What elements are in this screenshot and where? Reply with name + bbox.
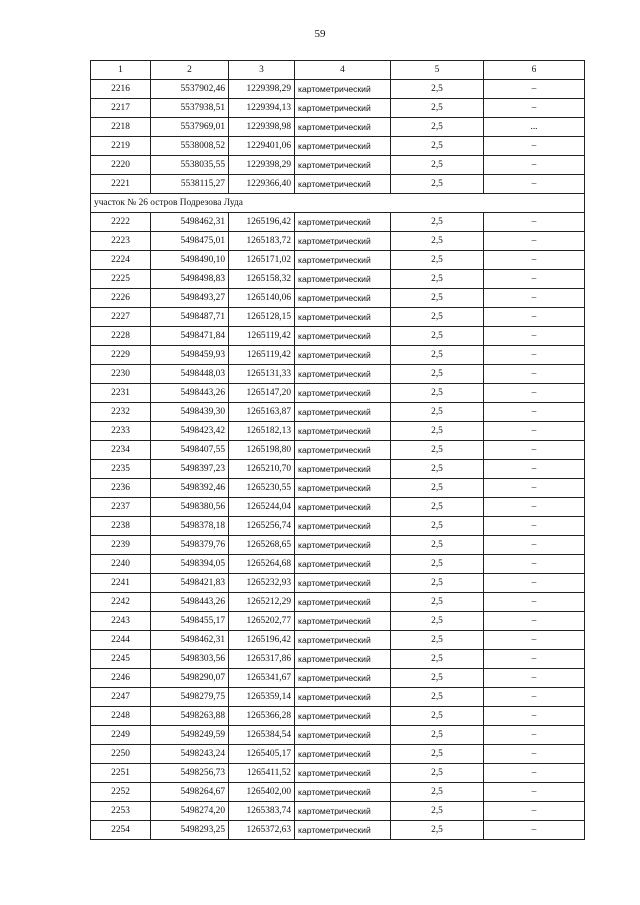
method-cell: картометрический bbox=[295, 669, 391, 688]
header-cell-2: 2 bbox=[151, 61, 229, 80]
coord-y: 1265405,17 bbox=[229, 745, 295, 764]
point-number: 2243 bbox=[91, 612, 151, 631]
point-number: 2254 bbox=[91, 821, 151, 840]
note-cell: – bbox=[484, 631, 585, 650]
coord-y: 1265359,14 bbox=[229, 688, 295, 707]
accuracy-cell: 2,5 bbox=[391, 745, 484, 764]
method-cell: картометрический bbox=[295, 422, 391, 441]
coord-y: 1229394,13 bbox=[229, 99, 295, 118]
method-cell: картометрический bbox=[295, 80, 391, 99]
point-number: 2226 bbox=[91, 289, 151, 308]
coord-x: 5498455,17 bbox=[151, 612, 229, 631]
note-cell: – bbox=[484, 479, 585, 498]
table-row bbox=[91, 650, 585, 669]
method-cell: картометрический bbox=[295, 707, 391, 726]
point-number: 2238 bbox=[91, 517, 151, 536]
accuracy-cell: 2,5 bbox=[391, 327, 484, 346]
note-cell: – bbox=[484, 821, 585, 840]
point-number: 2235 bbox=[91, 460, 151, 479]
header-cell-4: 4 bbox=[295, 61, 391, 80]
coord-y: 1265384,54 bbox=[229, 726, 295, 745]
table-row bbox=[91, 764, 585, 783]
accuracy-cell: 2,5 bbox=[391, 99, 484, 118]
accuracy-cell: 2,5 bbox=[391, 213, 484, 232]
point-number: 2240 bbox=[91, 555, 151, 574]
section-row bbox=[91, 194, 585, 213]
note-cell: – bbox=[484, 137, 585, 156]
note-cell: ... bbox=[484, 118, 585, 137]
coord-x: 5498293,25 bbox=[151, 821, 229, 840]
coord-y: 1265131,33 bbox=[229, 365, 295, 384]
note-cell: – bbox=[484, 251, 585, 270]
coord-x: 5498443,26 bbox=[151, 593, 229, 612]
table-row bbox=[91, 403, 585, 422]
coord-x: 5498392,46 bbox=[151, 479, 229, 498]
section-label: участок № 26 остров Подрезова Луда bbox=[91, 194, 585, 213]
point-number: 2230 bbox=[91, 365, 151, 384]
table-row bbox=[91, 574, 585, 593]
coord-x: 5538115,27 bbox=[151, 175, 229, 194]
note-cell: – bbox=[484, 384, 585, 403]
point-number: 2237 bbox=[91, 498, 151, 517]
accuracy-cell: 2,5 bbox=[391, 80, 484, 99]
method-cell: картометрический bbox=[295, 479, 391, 498]
method-cell: картометрический bbox=[295, 118, 391, 137]
table-row bbox=[91, 308, 585, 327]
note-cell: – bbox=[484, 612, 585, 631]
method-cell: картометрический bbox=[295, 270, 391, 289]
note-cell: – bbox=[484, 308, 585, 327]
coord-y: 1265140,06 bbox=[229, 289, 295, 308]
note-cell: – bbox=[484, 365, 585, 384]
coord-x: 5537902,46 bbox=[151, 80, 229, 99]
table-row bbox=[91, 669, 585, 688]
note-cell: – bbox=[484, 270, 585, 289]
method-cell: картометрический bbox=[295, 612, 391, 631]
accuracy-cell: 2,5 bbox=[391, 669, 484, 688]
accuracy-cell: 2,5 bbox=[391, 118, 484, 137]
accuracy-cell: 2,5 bbox=[391, 137, 484, 156]
coord-x: 5498490,10 bbox=[151, 251, 229, 270]
coord-y: 1229398,98 bbox=[229, 118, 295, 137]
accuracy-cell: 2,5 bbox=[391, 593, 484, 612]
note-cell: – bbox=[484, 764, 585, 783]
accuracy-cell: 2,5 bbox=[391, 631, 484, 650]
coord-y: 1265119,42 bbox=[229, 346, 295, 365]
point-number: 2234 bbox=[91, 441, 151, 460]
coord-x: 5498439,30 bbox=[151, 403, 229, 422]
coord-y: 1229398,29 bbox=[229, 156, 295, 175]
accuracy-cell: 2,5 bbox=[391, 517, 484, 536]
point-number: 2229 bbox=[91, 346, 151, 365]
accuracy-cell: 2,5 bbox=[391, 536, 484, 555]
coord-x: 5498290,07 bbox=[151, 669, 229, 688]
coord-x: 5498378,18 bbox=[151, 517, 229, 536]
table-row bbox=[91, 384, 585, 403]
point-number: 2253 bbox=[91, 802, 151, 821]
point-number: 2221 bbox=[91, 175, 151, 194]
table-row bbox=[91, 726, 585, 745]
point-number: 2241 bbox=[91, 574, 151, 593]
accuracy-cell: 2,5 bbox=[391, 403, 484, 422]
coord-x: 5498303,56 bbox=[151, 650, 229, 669]
note-cell: – bbox=[484, 80, 585, 99]
accuracy-cell: 2,5 bbox=[391, 460, 484, 479]
method-cell: картометрический bbox=[295, 251, 391, 270]
accuracy-cell: 2,5 bbox=[391, 232, 484, 251]
coord-x: 5538035,55 bbox=[151, 156, 229, 175]
method-cell: картометрический bbox=[295, 783, 391, 802]
coord-y: 1229366,40 bbox=[229, 175, 295, 194]
accuracy-cell: 2,5 bbox=[391, 422, 484, 441]
point-number: 2224 bbox=[91, 251, 151, 270]
coord-x: 5498471,84 bbox=[151, 327, 229, 346]
table-row bbox=[91, 498, 585, 517]
coord-y: 1265232,93 bbox=[229, 574, 295, 593]
note-cell: – bbox=[484, 175, 585, 194]
table-row bbox=[91, 460, 585, 479]
accuracy-cell: 2,5 bbox=[391, 821, 484, 840]
point-number: 2220 bbox=[91, 156, 151, 175]
coord-y: 1265256,74 bbox=[229, 517, 295, 536]
method-cell: картометрический bbox=[295, 555, 391, 574]
method-cell: картометрический bbox=[295, 289, 391, 308]
coord-y: 1265147,20 bbox=[229, 384, 295, 403]
method-cell: картометрический bbox=[295, 764, 391, 783]
coord-y: 1265212,29 bbox=[229, 593, 295, 612]
point-number: 2239 bbox=[91, 536, 151, 555]
table-row bbox=[91, 346, 585, 365]
coord-x: 5498279,75 bbox=[151, 688, 229, 707]
note-cell: – bbox=[484, 327, 585, 346]
method-cell: картометрический bbox=[295, 232, 391, 251]
accuracy-cell: 2,5 bbox=[391, 555, 484, 574]
accuracy-cell: 2,5 bbox=[391, 270, 484, 289]
table-row bbox=[91, 365, 585, 384]
coord-y: 1265411,52 bbox=[229, 764, 295, 783]
table-row bbox=[91, 270, 585, 289]
note-cell: – bbox=[484, 745, 585, 764]
coord-x: 5498421,83 bbox=[151, 574, 229, 593]
coord-y: 1265202,77 bbox=[229, 612, 295, 631]
point-number: 2247 bbox=[91, 688, 151, 707]
coord-x: 5498256,73 bbox=[151, 764, 229, 783]
coord-x: 5498493,27 bbox=[151, 289, 229, 308]
accuracy-cell: 2,5 bbox=[391, 384, 484, 403]
accuracy-cell: 2,5 bbox=[391, 802, 484, 821]
accuracy-cell: 2,5 bbox=[391, 308, 484, 327]
method-cell: картометрический bbox=[295, 327, 391, 346]
coordinates-table bbox=[90, 60, 585, 840]
coord-x: 5498379,76 bbox=[151, 536, 229, 555]
point-number: 2252 bbox=[91, 783, 151, 802]
coord-y: 1265158,32 bbox=[229, 270, 295, 289]
point-number: 2245 bbox=[91, 650, 151, 669]
point-number: 2222 bbox=[91, 213, 151, 232]
table-row bbox=[91, 99, 585, 118]
coord-x: 5537969,01 bbox=[151, 118, 229, 137]
point-number: 2251 bbox=[91, 764, 151, 783]
coord-y: 1265244,04 bbox=[229, 498, 295, 517]
coord-x: 5498263,88 bbox=[151, 707, 229, 726]
note-cell: – bbox=[484, 289, 585, 308]
method-cell: картометрический bbox=[295, 593, 391, 612]
accuracy-cell: 2,5 bbox=[391, 441, 484, 460]
note-cell: – bbox=[484, 593, 585, 612]
coord-y: 1265196,42 bbox=[229, 631, 295, 650]
accuracy-cell: 2,5 bbox=[391, 688, 484, 707]
point-number: 2223 bbox=[91, 232, 151, 251]
accuracy-cell: 2,5 bbox=[391, 479, 484, 498]
table-row bbox=[91, 327, 585, 346]
header-row bbox=[91, 61, 585, 80]
accuracy-cell: 2,5 bbox=[391, 726, 484, 745]
method-cell: картометрический bbox=[295, 403, 391, 422]
point-number: 2236 bbox=[91, 479, 151, 498]
note-cell: – bbox=[484, 726, 585, 745]
coord-y: 1265183,72 bbox=[229, 232, 295, 251]
coord-x: 5498462,31 bbox=[151, 631, 229, 650]
method-cell: картометрический bbox=[295, 536, 391, 555]
coord-x: 5538008,52 bbox=[151, 137, 229, 156]
table-row bbox=[91, 821, 585, 840]
coord-y: 1229398,29 bbox=[229, 80, 295, 99]
table-row bbox=[91, 536, 585, 555]
accuracy-cell: 2,5 bbox=[391, 346, 484, 365]
table-row bbox=[91, 213, 585, 232]
table-row bbox=[91, 137, 585, 156]
coord-x: 5498475,01 bbox=[151, 232, 229, 251]
table-body bbox=[91, 80, 585, 840]
coord-y: 1265341,67 bbox=[229, 669, 295, 688]
accuracy-cell: 2,5 bbox=[391, 289, 484, 308]
note-cell: – bbox=[484, 441, 585, 460]
coord-y: 1265268,65 bbox=[229, 536, 295, 555]
table-row bbox=[91, 175, 585, 194]
note-cell: – bbox=[484, 669, 585, 688]
note-cell: – bbox=[484, 403, 585, 422]
coord-y: 1265383,74 bbox=[229, 802, 295, 821]
point-number: 2248 bbox=[91, 707, 151, 726]
coord-x: 5498274,20 bbox=[151, 802, 229, 821]
note-cell: – bbox=[484, 517, 585, 536]
accuracy-cell: 2,5 bbox=[391, 650, 484, 669]
table-row bbox=[91, 422, 585, 441]
coord-x: 5498462,31 bbox=[151, 213, 229, 232]
table-row bbox=[91, 441, 585, 460]
note-cell: – bbox=[484, 536, 585, 555]
point-number: 2225 bbox=[91, 270, 151, 289]
coord-y: 1265366,28 bbox=[229, 707, 295, 726]
coord-x: 5498459,93 bbox=[151, 346, 229, 365]
accuracy-cell: 2,5 bbox=[391, 251, 484, 270]
method-cell: картометрический bbox=[295, 726, 391, 745]
coord-y: 1265402,00 bbox=[229, 783, 295, 802]
table-row bbox=[91, 479, 585, 498]
coord-x: 5498394,05 bbox=[151, 555, 229, 574]
header-cell-3: 3 bbox=[229, 61, 295, 80]
header-cell-6: 6 bbox=[484, 61, 585, 80]
point-number: 2231 bbox=[91, 384, 151, 403]
table-row bbox=[91, 745, 585, 764]
table-row bbox=[91, 688, 585, 707]
note-cell: – bbox=[484, 156, 585, 175]
coord-x: 5537938,51 bbox=[151, 99, 229, 118]
accuracy-cell: 2,5 bbox=[391, 365, 484, 384]
note-cell: – bbox=[484, 650, 585, 669]
method-cell: картометрический bbox=[295, 99, 391, 118]
point-number: 2219 bbox=[91, 137, 151, 156]
method-cell: картометрический bbox=[295, 688, 391, 707]
table-row bbox=[91, 289, 585, 308]
point-number: 2217 bbox=[91, 99, 151, 118]
point-number: 2249 bbox=[91, 726, 151, 745]
coord-y: 1265372,63 bbox=[229, 821, 295, 840]
coord-x: 5498249,59 bbox=[151, 726, 229, 745]
method-cell: картометрический bbox=[295, 460, 391, 479]
method-cell: картометрический bbox=[295, 745, 391, 764]
method-cell: картометрический bbox=[295, 346, 391, 365]
coord-y: 1265264,68 bbox=[229, 555, 295, 574]
coord-y: 1265171,02 bbox=[229, 251, 295, 270]
coord-y: 1265163,87 bbox=[229, 403, 295, 422]
accuracy-cell: 2,5 bbox=[391, 707, 484, 726]
point-number: 2227 bbox=[91, 308, 151, 327]
point-number: 2233 bbox=[91, 422, 151, 441]
point-number: 2228 bbox=[91, 327, 151, 346]
point-number: 2216 bbox=[91, 80, 151, 99]
table-row bbox=[91, 783, 585, 802]
point-number: 2246 bbox=[91, 669, 151, 688]
point-number: 2244 bbox=[91, 631, 151, 650]
table-row bbox=[91, 80, 585, 99]
coord-y: 1265119,42 bbox=[229, 327, 295, 346]
coord-x: 5498487,71 bbox=[151, 308, 229, 327]
method-cell: картометрический bbox=[295, 441, 391, 460]
note-cell: – bbox=[484, 346, 585, 365]
accuracy-cell: 2,5 bbox=[391, 783, 484, 802]
coord-y: 1265317,86 bbox=[229, 650, 295, 669]
note-cell: – bbox=[484, 707, 585, 726]
point-number: 2218 bbox=[91, 118, 151, 137]
method-cell: картометрический bbox=[295, 517, 391, 536]
note-cell: – bbox=[484, 99, 585, 118]
method-cell: картометрический bbox=[295, 498, 391, 517]
coord-x: 5498407,55 bbox=[151, 441, 229, 460]
note-cell: – bbox=[484, 688, 585, 707]
method-cell: картометрический bbox=[295, 384, 391, 403]
note-cell: – bbox=[484, 802, 585, 821]
table-row bbox=[91, 802, 585, 821]
accuracy-cell: 2,5 bbox=[391, 612, 484, 631]
coord-y: 1265182,13 bbox=[229, 422, 295, 441]
coord-x: 5498443,26 bbox=[151, 384, 229, 403]
coord-y: 1265230,55 bbox=[229, 479, 295, 498]
method-cell: картометрический bbox=[295, 802, 391, 821]
coord-y: 1265196,42 bbox=[229, 213, 295, 232]
method-cell: картометрический bbox=[295, 650, 391, 669]
method-cell: картометрический bbox=[295, 365, 391, 384]
point-number: 2242 bbox=[91, 593, 151, 612]
method-cell: картометрический bbox=[295, 213, 391, 232]
coord-y: 1265128,15 bbox=[229, 308, 295, 327]
table-row bbox=[91, 593, 585, 612]
method-cell: картометрический bbox=[295, 308, 391, 327]
method-cell: картометрический bbox=[295, 631, 391, 650]
table-row bbox=[91, 118, 585, 137]
header-cell-1: 1 bbox=[91, 61, 151, 80]
coord-y: 1265210,70 bbox=[229, 460, 295, 479]
accuracy-cell: 2,5 bbox=[391, 498, 484, 517]
table-row bbox=[91, 555, 585, 574]
table-row bbox=[91, 612, 585, 631]
table-row bbox=[91, 707, 585, 726]
table-row bbox=[91, 251, 585, 270]
note-cell: – bbox=[484, 555, 585, 574]
page-number: 59 bbox=[314, 28, 326, 40]
method-cell: картометрический bbox=[295, 137, 391, 156]
note-cell: – bbox=[484, 213, 585, 232]
method-cell: картометрический bbox=[295, 175, 391, 194]
coord-x: 5498264,67 bbox=[151, 783, 229, 802]
table-row bbox=[91, 631, 585, 650]
point-number: 2250 bbox=[91, 745, 151, 764]
accuracy-cell: 2,5 bbox=[391, 156, 484, 175]
accuracy-cell: 2,5 bbox=[391, 175, 484, 194]
coord-x: 5498380,56 bbox=[151, 498, 229, 517]
table-row bbox=[91, 232, 585, 251]
table-row bbox=[91, 517, 585, 536]
note-cell: – bbox=[484, 422, 585, 441]
note-cell: – bbox=[484, 783, 585, 802]
coord-x: 5498243,24 bbox=[151, 745, 229, 764]
header-cell-5: 5 bbox=[391, 61, 484, 80]
method-cell: картометрический bbox=[295, 574, 391, 593]
note-cell: – bbox=[484, 574, 585, 593]
coord-y: 1265198,80 bbox=[229, 441, 295, 460]
coord-x: 5498397,23 bbox=[151, 460, 229, 479]
table-row bbox=[91, 156, 585, 175]
method-cell: картометрический bbox=[295, 821, 391, 840]
note-cell: – bbox=[484, 232, 585, 251]
coord-x: 5498423,42 bbox=[151, 422, 229, 441]
method-cell: картометрический bbox=[295, 156, 391, 175]
accuracy-cell: 2,5 bbox=[391, 764, 484, 783]
coord-y: 1229401,06 bbox=[229, 137, 295, 156]
accuracy-cell: 2,5 bbox=[391, 574, 484, 593]
note-cell: – bbox=[484, 460, 585, 479]
point-number: 2232 bbox=[91, 403, 151, 422]
coord-x: 5498448,03 bbox=[151, 365, 229, 384]
coord-x: 5498498,83 bbox=[151, 270, 229, 289]
note-cell: – bbox=[484, 498, 585, 517]
